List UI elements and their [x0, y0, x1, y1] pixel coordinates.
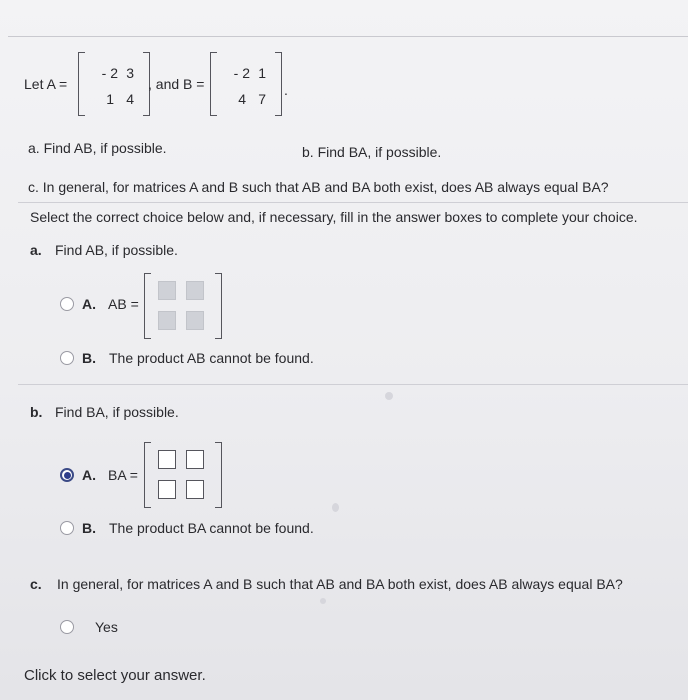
section-a-option-b-text: The product AB cannot be found.: [109, 350, 314, 366]
section-a-title: Find AB, if possible.: [55, 242, 178, 258]
ab-equals-label: AB =: [108, 296, 139, 312]
matrix-b-cell: 7: [258, 91, 266, 107]
section-b-letter: b.: [30, 404, 43, 420]
and-b-label: , and B =: [148, 76, 205, 92]
problem-period: .: [284, 82, 288, 98]
section-b-option-b-letter: B.: [82, 520, 96, 536]
part-b-statement: b. Find BA, if possible.: [302, 144, 442, 160]
screen-speck: [385, 392, 393, 400]
matrix-b-cell: 4: [238, 91, 246, 107]
section-divider: [18, 384, 688, 385]
ba-answer-box[interactable]: [158, 450, 176, 469]
ab-matrix-right-bracket: [215, 273, 222, 339]
ba-answer-box[interactable]: [186, 480, 204, 499]
matrix-b: [210, 52, 282, 114]
section-c-title: In general, for matrices A and B such that AB and BA both exist, does AB always equal BA?: [57, 576, 623, 592]
ab-answer-box[interactable]: [158, 281, 176, 300]
ba-equals-label: BA =: [108, 467, 138, 483]
ba-answer-box[interactable]: [158, 480, 176, 499]
section-a-option-b-letter: B.: [82, 350, 96, 366]
ba-answer-box[interactable]: [186, 450, 204, 469]
matrix-b-cell: - 2: [233, 65, 250, 81]
screen-speck: [320, 598, 326, 604]
section-b-option-b-text: The product BA cannot be found.: [109, 520, 314, 536]
section-c-yes-radio[interactable]: [60, 620, 74, 634]
part-a-statement: a. Find AB, if possible.: [28, 140, 167, 156]
section-b-option-a-radio[interactable]: [60, 468, 74, 482]
ab-matrix-left-bracket: [144, 273, 151, 339]
ab-answer-box[interactable]: [158, 311, 176, 330]
section-a-option-a-letter: A.: [82, 296, 96, 312]
matrix-b-cell: 1: [258, 65, 266, 81]
matrix-a-left-bracket: [78, 52, 85, 116]
matrix-b-left-bracket: [210, 52, 217, 116]
ba-matrix-right-bracket: [215, 442, 222, 508]
top-divider: [8, 36, 688, 37]
screen-speck: [332, 503, 339, 512]
ab-answer-box[interactable]: [186, 281, 204, 300]
matrix-a: [78, 52, 150, 114]
let-a-label: Let A =: [24, 76, 68, 92]
instruction-text: Select the correct choice below and, if necessary, fill in the answer boxes to complete your choice.: [30, 209, 638, 225]
ab-answer-box[interactable]: [186, 311, 204, 330]
matrix-b-right-bracket: [275, 52, 282, 116]
ba-matrix-left-bracket: [144, 442, 151, 508]
section-b-title: Find BA, if possible.: [55, 404, 179, 420]
instruction-divider: [18, 202, 688, 203]
ab-answer-matrix: [144, 273, 222, 337]
section-b-option-b-radio[interactable]: [60, 521, 74, 535]
matrix-a-cell: 4: [126, 91, 134, 107]
matrix-a-cell: 1: [106, 91, 114, 107]
section-b-option-a-letter: A.: [82, 467, 96, 483]
matrix-a-cell: 3: [126, 65, 134, 81]
section-a-option-a-radio[interactable]: [60, 297, 74, 311]
part-c-statement: c. In general, for matrices A and B such that AB and BA both exist, does AB always equal BA?: [28, 179, 609, 195]
ba-answer-matrix: [144, 442, 222, 506]
section-a-option-b-radio[interactable]: [60, 351, 74, 365]
footer-hint: Click to select your answer.: [24, 667, 206, 684]
section-c-yes-label: Yes: [95, 619, 118, 635]
section-a-letter: a.: [30, 242, 42, 258]
matrix-a-cell: - 2: [101, 65, 118, 81]
section-c-letter: c.: [30, 576, 42, 592]
